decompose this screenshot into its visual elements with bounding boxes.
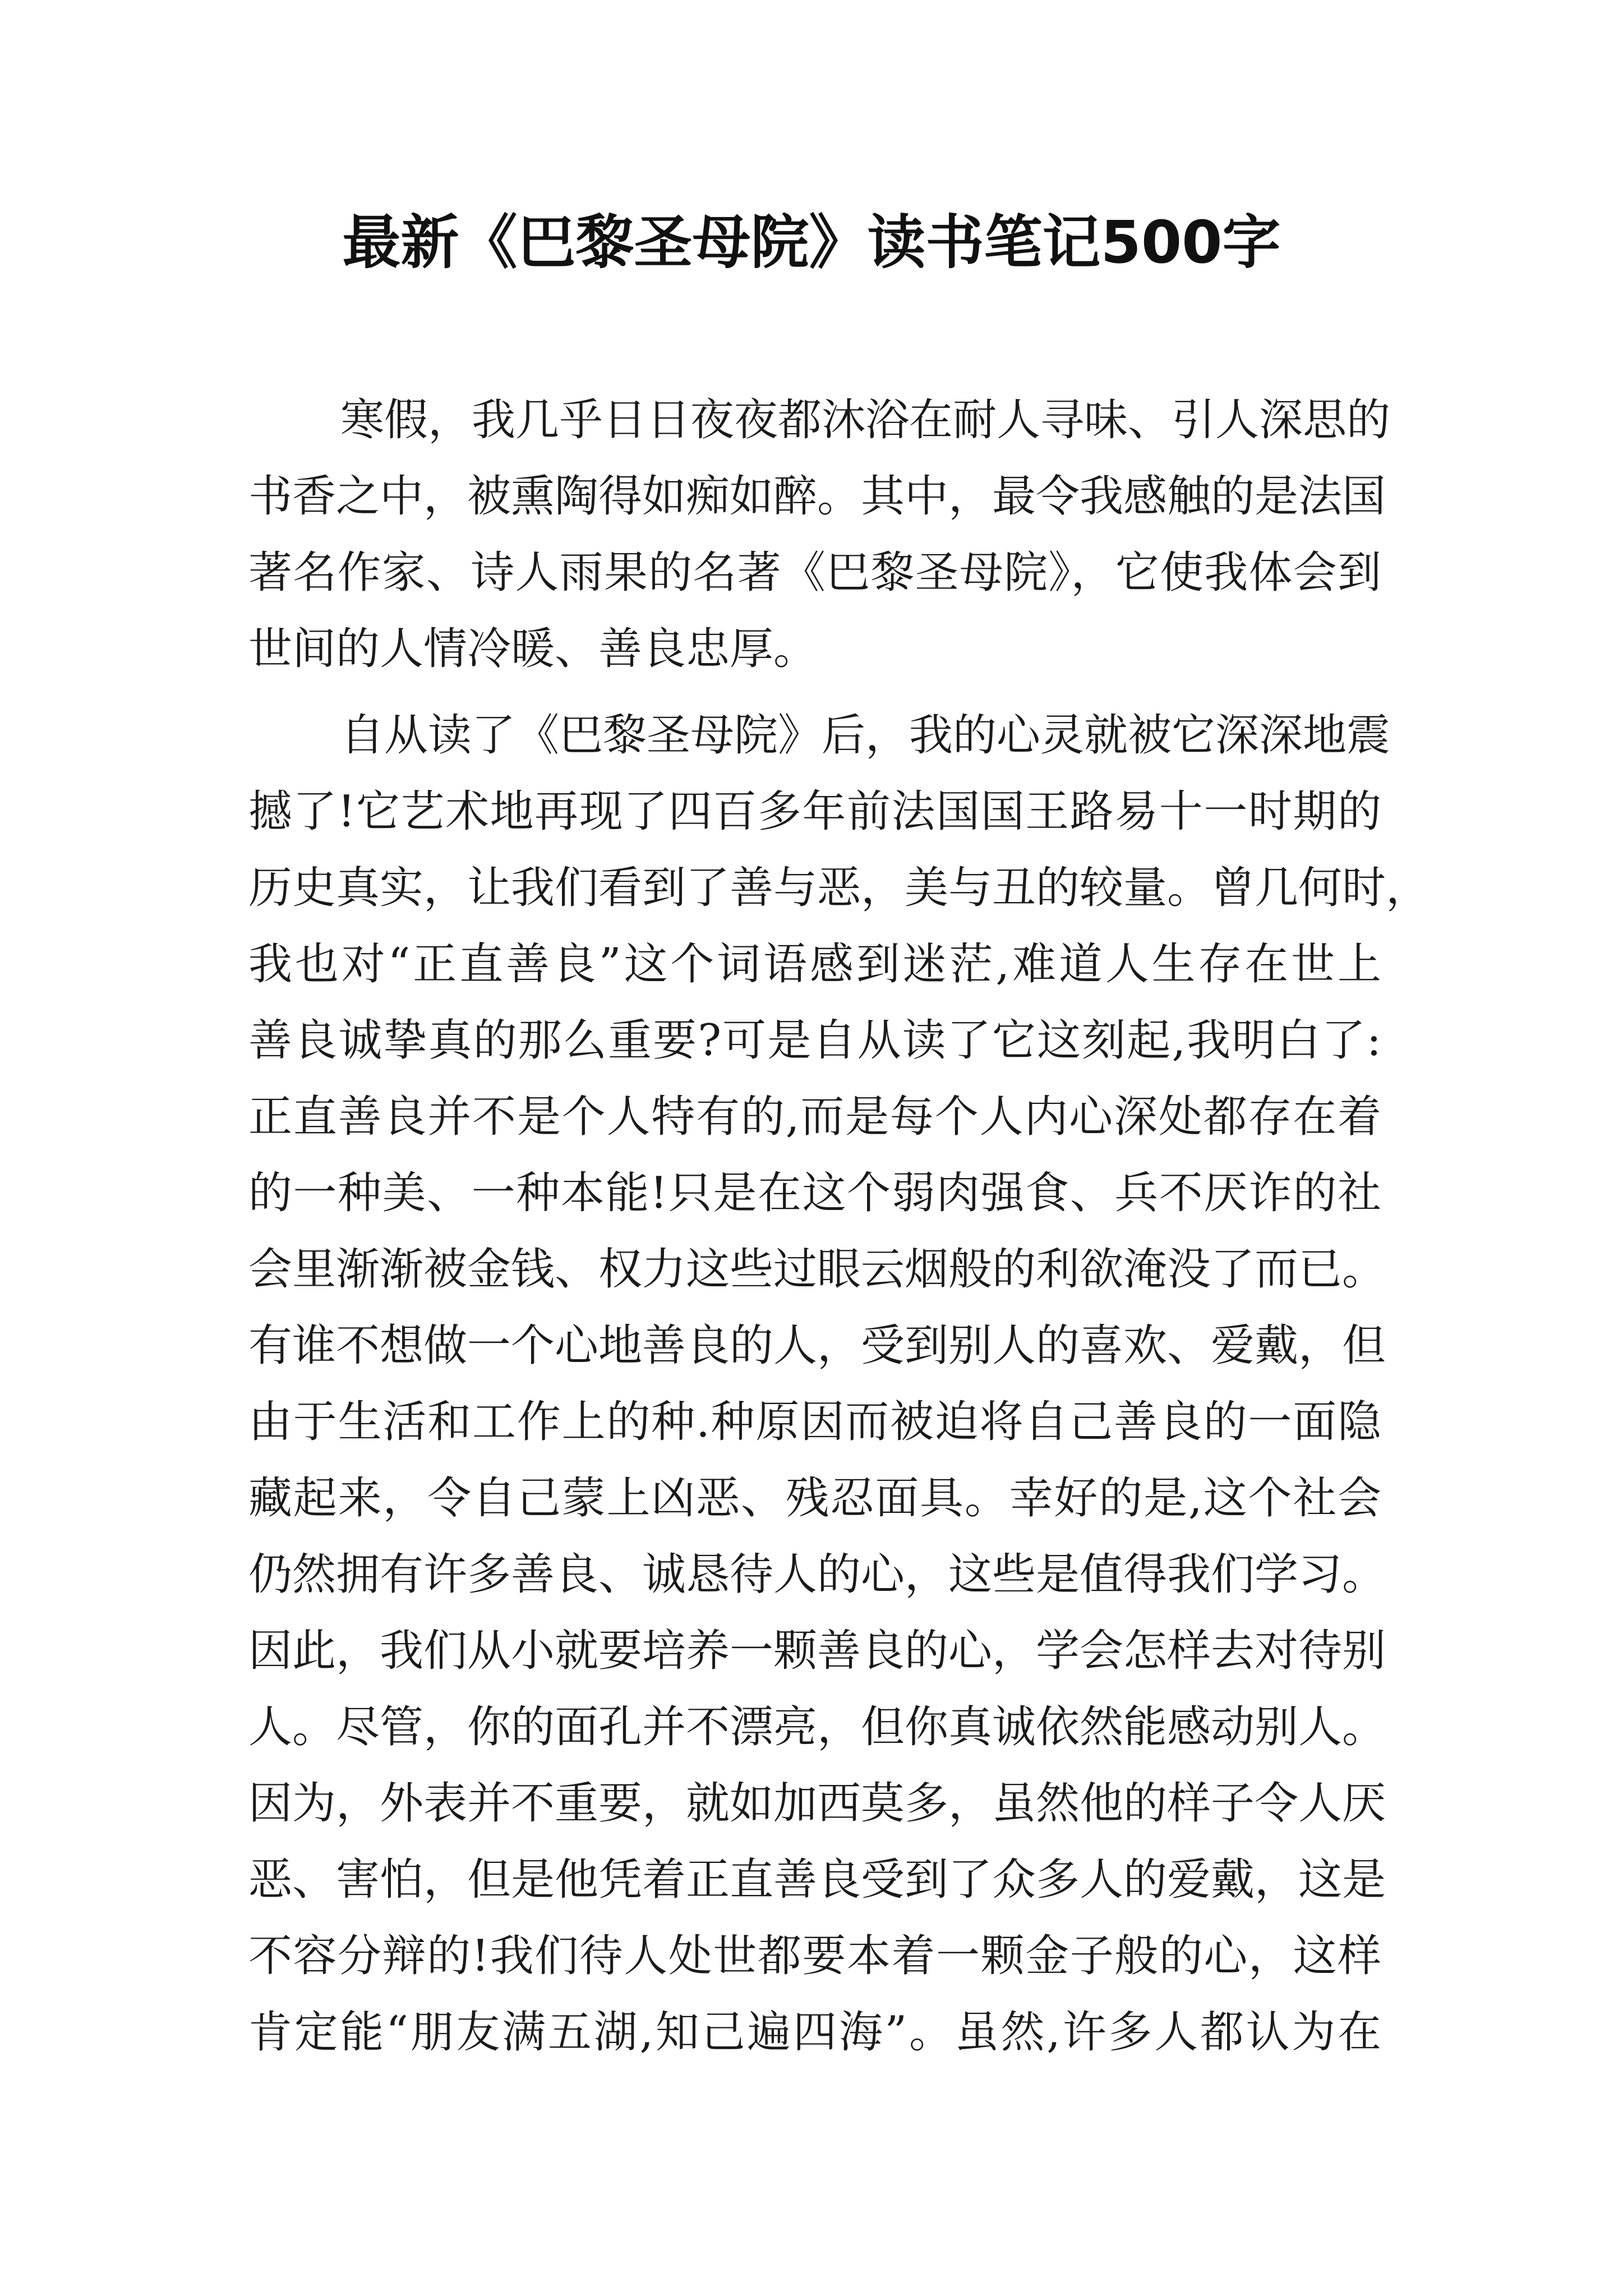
text-line: 仍然拥有许多善良、诚恳待人的心，这些是值得我们学习。	[248, 1549, 1386, 1600]
text-line: 因为，外表并不重要，就如加西莫多，虽然他的样子令人厌	[248, 1778, 1386, 1829]
document-body	[248, 382, 1430, 2070]
text-line: 历史真实，让我们看到了善与恶，美与丑的较量。曾几何时，	[248, 863, 1430, 913]
text-line: 恶、害怕，但是他凭着正直善良受到了众多人的爱戴，这是	[248, 1855, 1386, 1905]
text-line: 世间的人情冷暖、善良忠厚。	[248, 624, 818, 674]
text-line: 有谁不想做一个心地善良的人，受到别人的喜欢、爱戴，但	[248, 1320, 1386, 1371]
text-line: 由于生活和工作上的种.种原因而被迫将自己善良的一面隐	[248, 1397, 1381, 1447]
text-line: 善良诚挚真的那么重要?可是自从读了它这刻起,我明白了:	[248, 1015, 1381, 1066]
text-line: 肯定能“朋友满五湖,知己遍四海”。虽然,许多人都认为在	[248, 2007, 1381, 2058]
text-line: 寒假，我几乎日日夜夜都沐浴在耐人寻味、引人深思的	[340, 395, 1391, 445]
text-line: 藏起来，令自己蒙上凶恶、残忍面具。幸好的是,这个社会	[248, 1473, 1381, 1524]
text-line: 著名作家、诗人雨果的名著《巴黎圣母院》，它使我体会到	[248, 547, 1381, 598]
text-line: 自从读了《巴黎圣母院》后，我的心灵就被它深深地震	[340, 710, 1391, 761]
text-line: 会里渐渐被金钱、权力这些过眼云烟般的利欲淹没了而已。	[248, 1244, 1386, 1295]
document-title: 最新《巴黎圣母院》读书笔记500字	[342, 208, 1281, 277]
text-line: 不容分辩的!我们待人处世都要本着一颗金子般的心，这样	[248, 1931, 1381, 1981]
text-line: 人。尽管，你的面孔并不漂亮，但你真诚依然能感动别人。	[248, 1702, 1386, 1752]
text-line: 撼了!它艺术地再现了四百多年前法国国王路易十一时期的	[248, 786, 1381, 837]
text-line: 书香之中，被熏陶得如痴如醉。其中，最令我感触的是法国	[248, 471, 1386, 522]
text-line: 正直善良并不是个人特有的,而是每个人内心深处都存在着	[248, 1092, 1381, 1142]
paragraph-1	[248, 382, 1391, 687]
paragraph-2	[248, 697, 1430, 2070]
paragraph-gap	[248, 687, 1381, 697]
text-line: 我也对“正直善良”这个词语感到迷茫,难道人生存在世上	[248, 939, 1381, 990]
text-line: 因此，我们从小就要培养一颗善良的心，学会怎样去对待别	[248, 1626, 1386, 1676]
text-line: 的一种美、一种本能!只是在这个弱肉强食、兵不厌诈的社	[248, 1168, 1381, 1218]
